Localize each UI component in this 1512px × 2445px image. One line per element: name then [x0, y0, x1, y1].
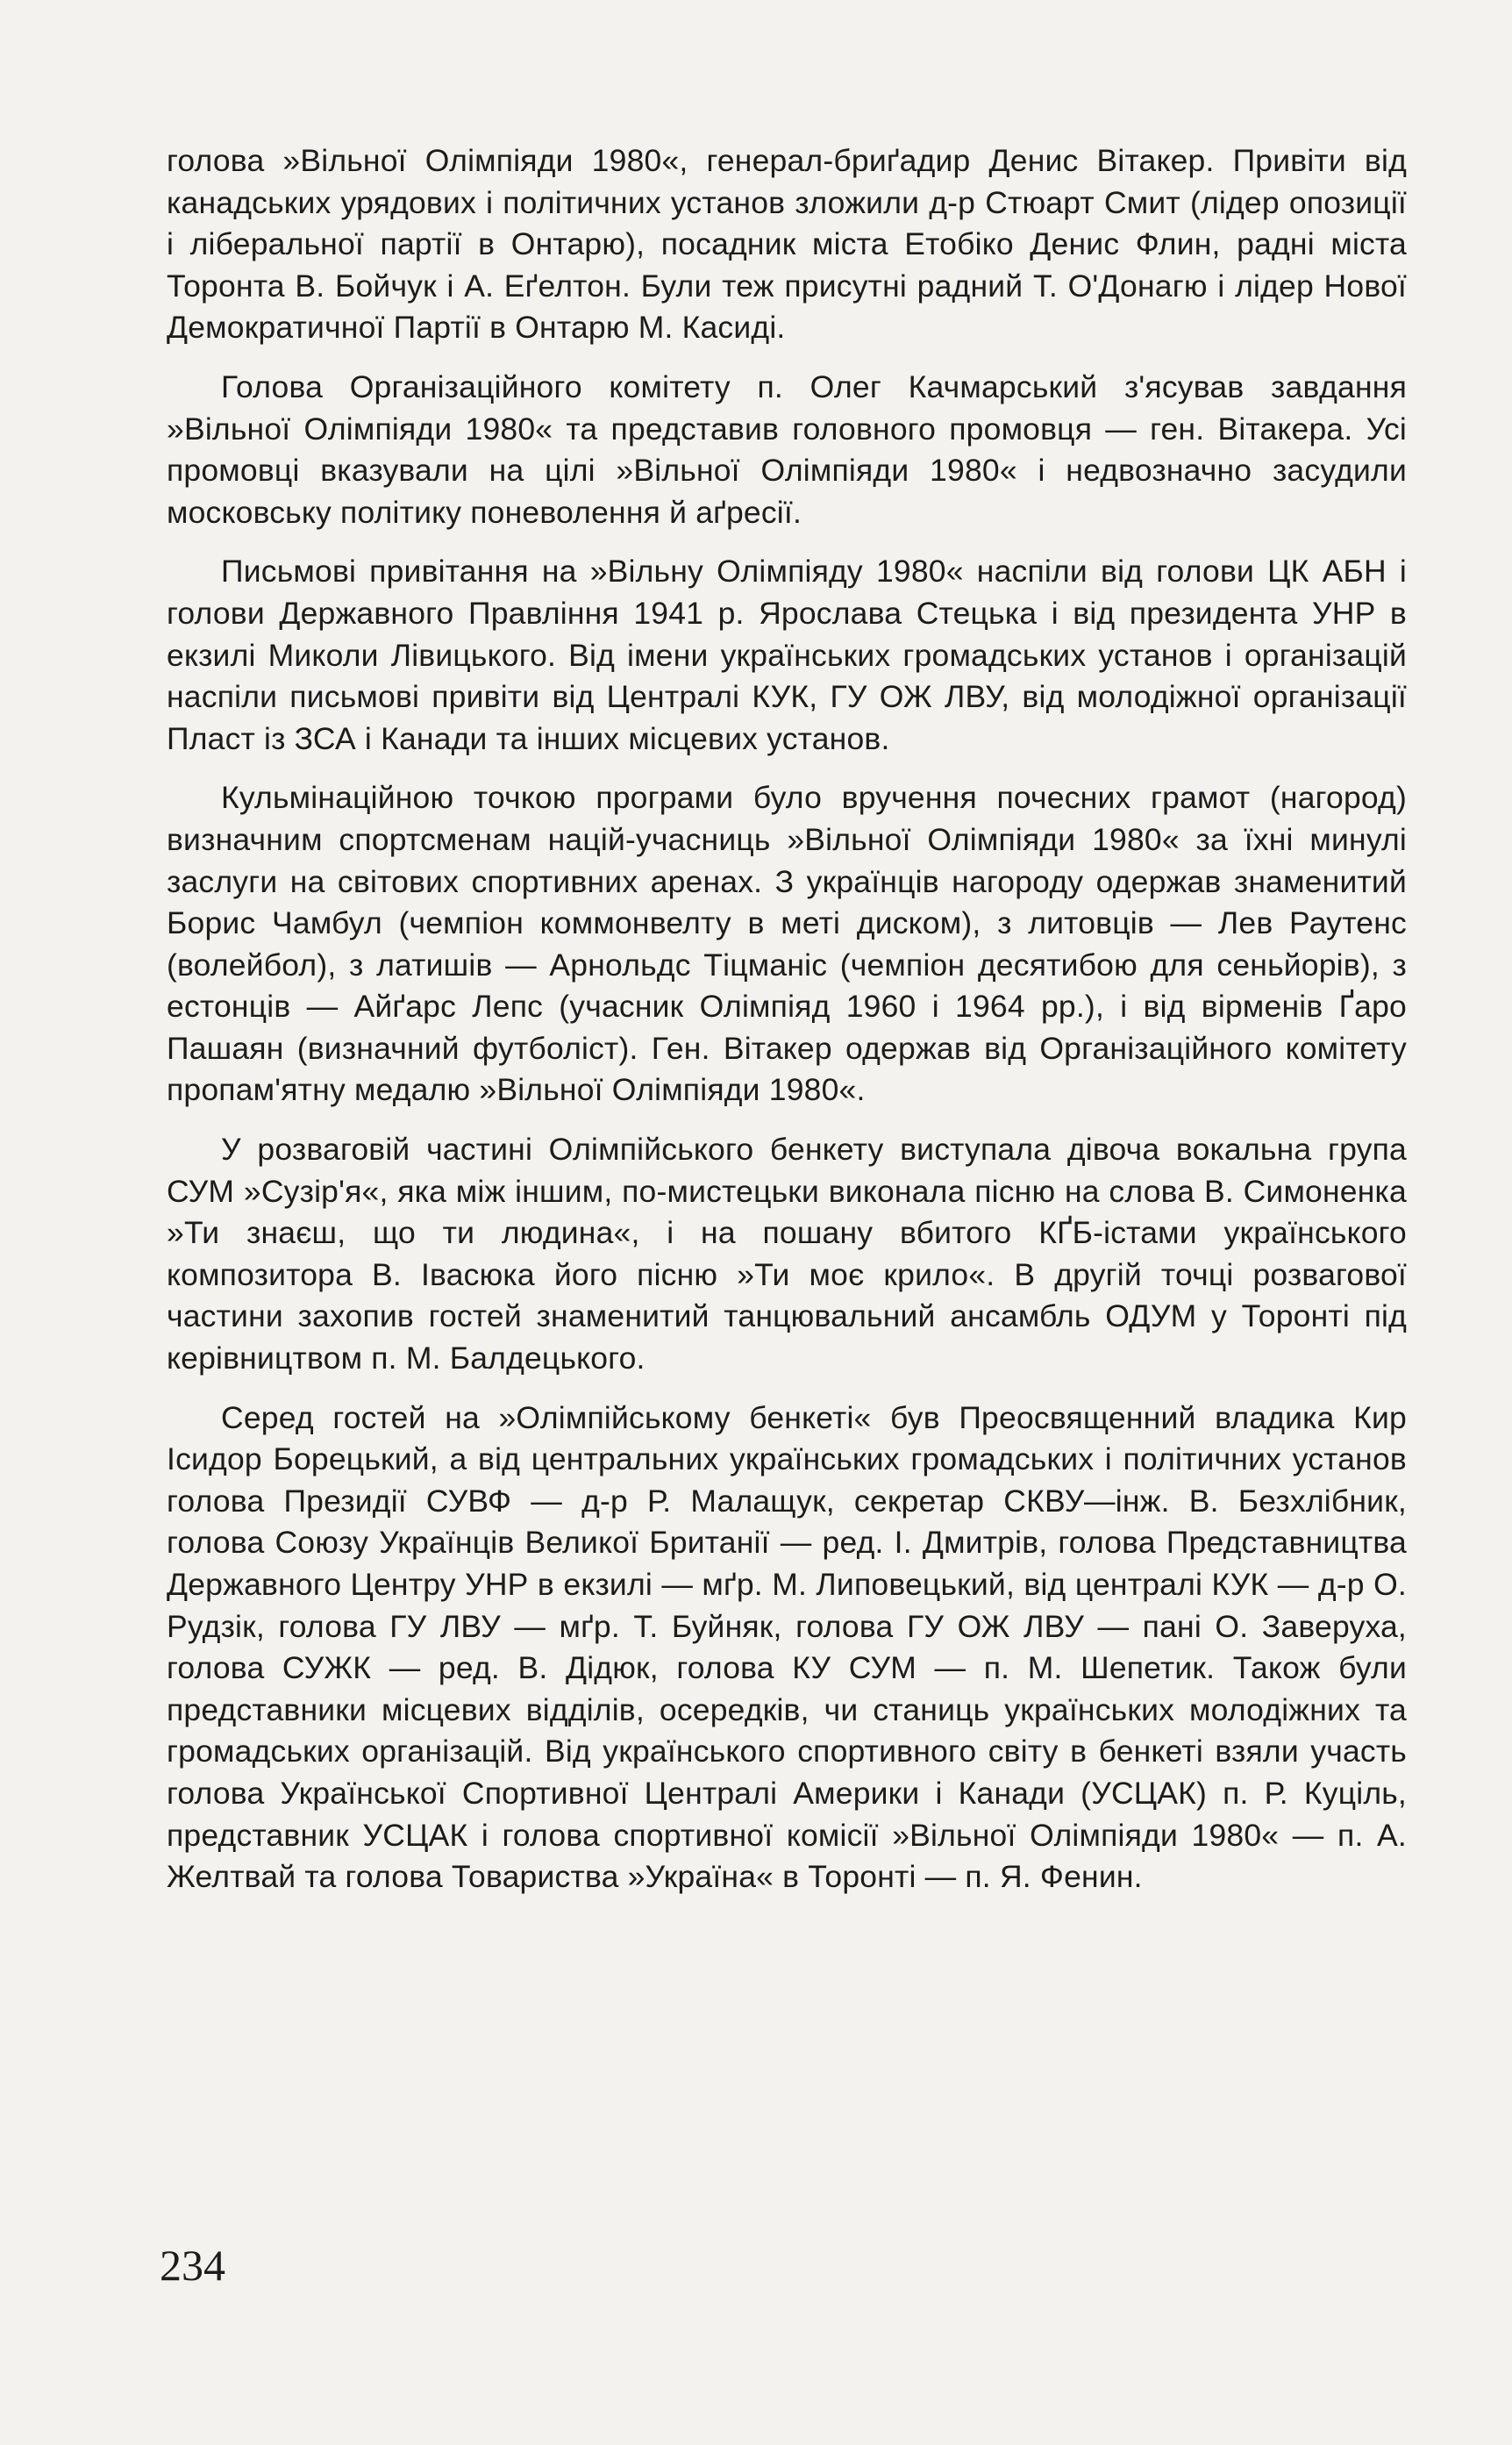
paragraph-organizing-committee: Голова Організаційного комітету п. Олег Качмарський з'ясував завдання »Вільної Олімпіяди 1980« та представив головного промовця — ген. Вітакера. Усі промовці вказували на цілі »Вільної Олімпіяди 1980« і недвозначно засудили московську політику поневолення й аґресії. — [167, 368, 1407, 530]
page-number: 234 — [160, 2241, 225, 2290]
page-body — [167, 140, 1407, 1916]
paragraph-guests: Серед гостей на »Олімпійському бенкеті« був Преосвященний владика Кир Ісидор Борецький, а від центральних українських громадських і політичних установ голова Президії СУВФ — д-р Р. Малащук, секретар СКВУ—інж. В. Безхлібник, голова Союзу Українців Великої Британії — ред. І. Дмитрів, голова Представництва Державного Центру УНР в екзилі — мґр. М. Липовецький, від централі КУК — д-р О. Рудзік, голова ГУ ЛВУ — мґр. Т. Буйняк, голова ГУ ОЖ ЛВУ — пані О. Заверуха, голова СУЖК — ред. В. Дідюк, голова КУ СУМ — п. М. Шепетик. Також були представники місцевих відділів, осередків, чи станиць українських молодіжних та громадських організацій. Від українського спортивного світу в бенкеті взяли участь голова Української Спортивної Централі Америки і Канади (УСЦАК) п. Р. Куціль, представник УСЦАК і голова спортивної комісії »Вільної Олімпіяди 1980« — п. А. Желтвай та голова Товариства »Україна« в Торонті — п. Я. Фенин. — [167, 1399, 1407, 1895]
paragraph-entertainment: У розваговій частині Олімпійського бенкету виступала дівоча вокальна група СУМ »Сузір'я«, яка між іншим, по-мистецьки виконала пісню на слова В. Симоненка »Ти знаєш, що ти людина«, і на пошану вбитого КҐБ-істами українського композитора В. Івасюка його пісню »Ти моє крило«. В другій точці розвагової частини захопив гостей знаменитий танцювальний ансамбль ОДУМ у Торонті під керівництвом п. М. Балдецького. — [167, 1132, 1407, 1376]
paragraph-awards: Кульмінаційною точкою програми було вручення почесних грамот (нагород) визначним спортсменам націй-учасниць »Вільної Олімпіяди 1980« за їхні минулі заслуги на світових спортивних аренах. З українців нагороду одержав знаменитий Борис Чамбул (чемпіон коммонвелту в меті диском), з литовців — Лев Раутенс (волейбол), з латишів — Арнольдс Тіцманіс (чемпіон десятибою для сеньйорів), з естонців — Айґарс Лепс (учасник Олімпіяд 1960 і 1964 рр.), і від вірменів Ґаро Пашаян (визначний футболіст). Ген. Вітакер одержав від Організаційного комітету пропам'ятну медалю »Вільної Олімпіяди 1980«. — [167, 780, 1407, 1108]
paragraph-written-greetings: Письмові привітання на »Вільну Олімпіяду 1980« наспіли від голови ЦК АБН і голови Державного Правління 1941 р. Ярослава Стецька і від президента УНР в екзилі Миколи Лівицького. Від імени українських громадських установ і організацій наспіли письмові привіти від Централі КУК, ГУ ОЖ ЛВУ, від молодіжної організації Пласт із ЗСА і Канади та інших місцевих установ. — [167, 554, 1407, 756]
paragraph-opening-continuation: голова »Вільної Олімпіяди 1980«, генерал-бриґадир Денис Вітакер. Привіти від канадських урядових і політичних установ зложили д-р Стюарт Смит (лідер опозиції і ліберальної партії в Онтарю), посадник міста Етобіко Денис Флин, радні міста Торонта В. Бойчук і А. Еґелтон. Були теж присутні радний Т. О'Донагю і лідер Нової Демократичної Партії в Онтарю М. Касиді. — [167, 143, 1407, 346]
